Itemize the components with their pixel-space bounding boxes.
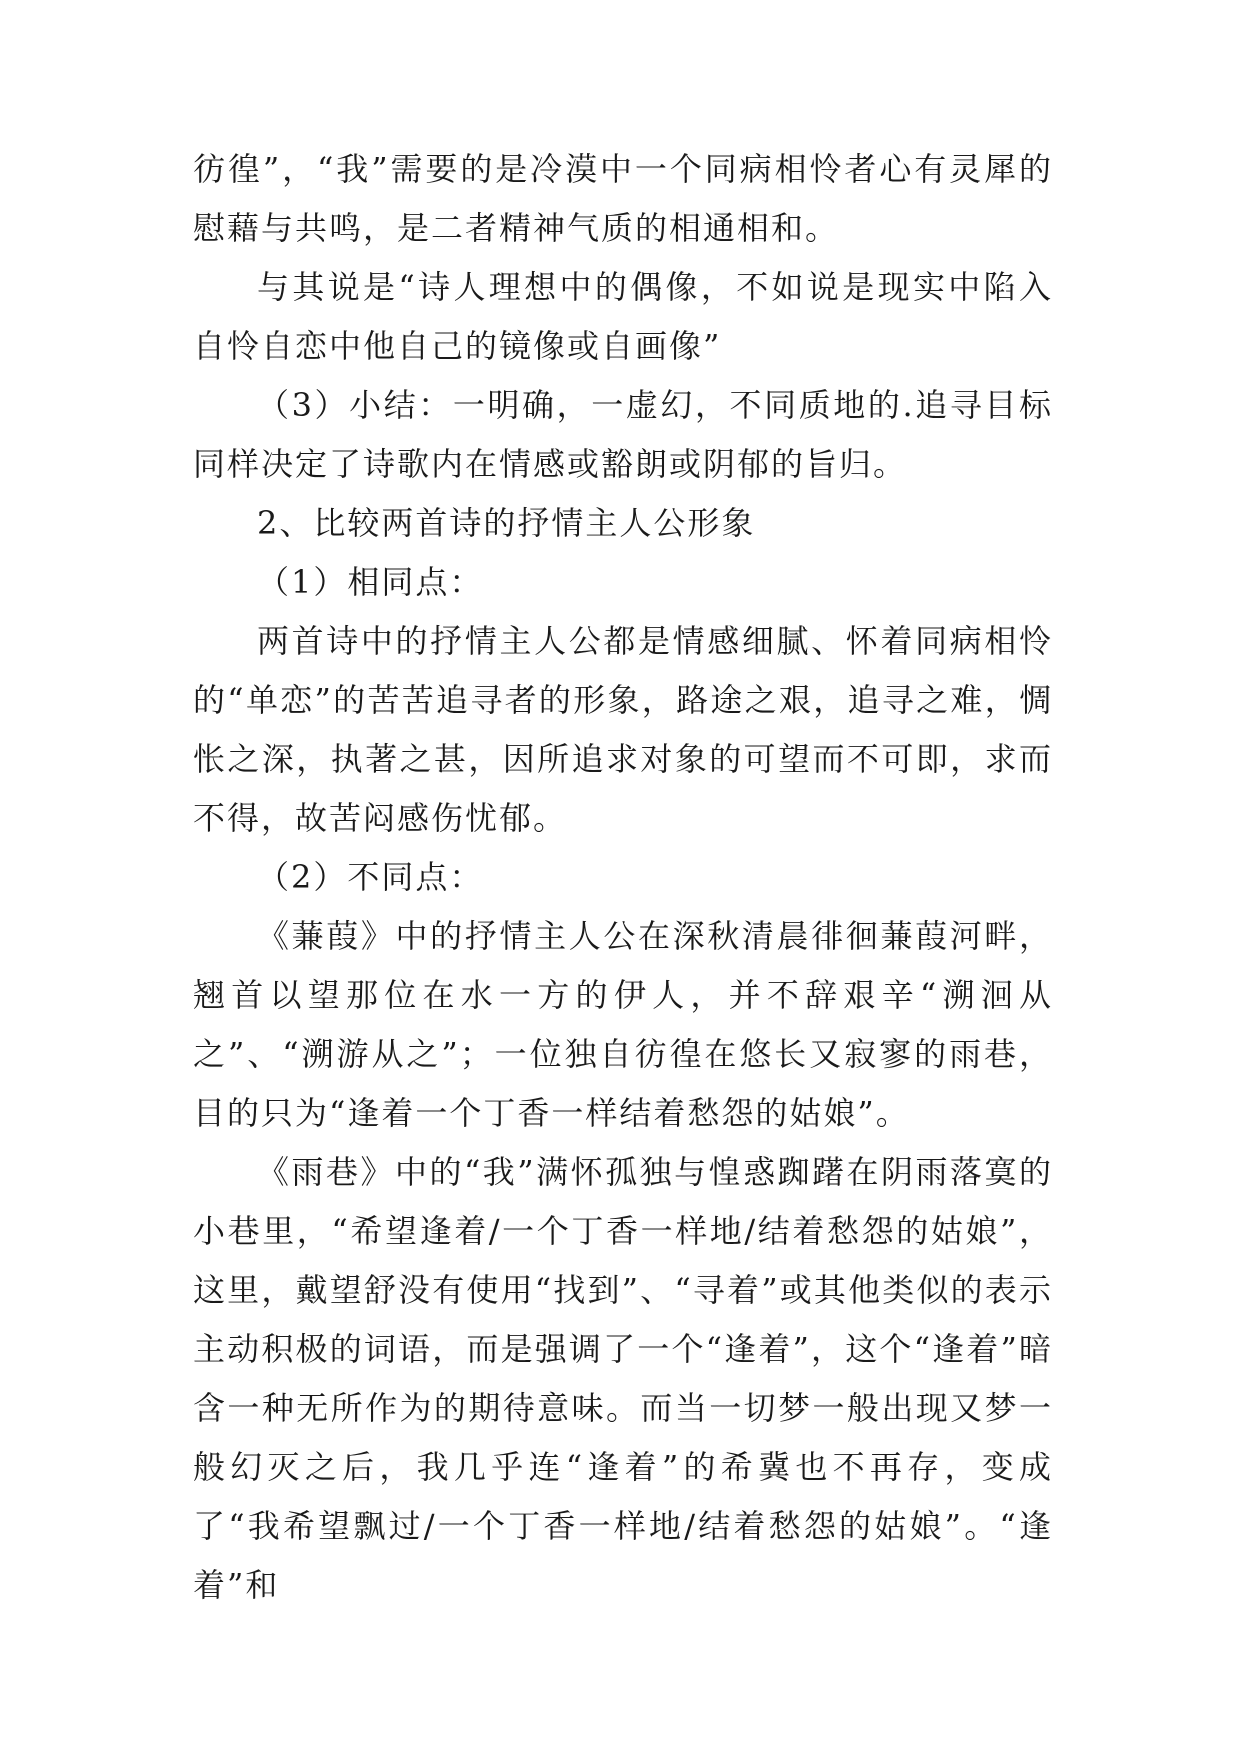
paragraph: 彷徨”，“我”需要的是冷漠中一个同病相怜者心有灵犀的慰藉与共鸣，是二者精神气质的相通相和。 — [193, 150, 1053, 247]
document-body — [193, 140, 1053, 1615]
subsection-heading: （1）相同点： — [257, 563, 484, 601]
paragraph: 与其说是“诗人理想中的偶像，不如说是现实中陷入自怜自恋中他自己的镜像或自画像” — [193, 268, 1053, 365]
paragraph: （3）小结：一明确，一虚幻，不同质地的.追寻目标同样决定了诗歌内在情感或豁朗或阴郁的旨归。 — [193, 386, 1053, 483]
section-heading: 2、比较两首诗的抒情主人公形象 — [257, 504, 756, 542]
subsection-heading: （2）不同点： — [257, 858, 484, 896]
paragraph: 《蒹葭》中的抒情主人公在深秋清晨徘徊蒹葭河畔，翘首以望那位在水一方的伊人，并不辞艰辛“溯洄从之”、“溯游从之”；一位独自彷徨在悠长又寂寥的雨巷，目的只为“逢着一个丁香一样结着愁怨的姑娘”。 — [193, 917, 1053, 1132]
paragraph: 两首诗中的抒情主人公都是情感细腻、怀着同病相怜的“单恋”的苦苦追寻者的形象，路途之艰，追寻之难，惆怅之深，执著之甚，因所追求对象的可望而不可即，求而不得，故苦闷感伤忧郁。 — [193, 622, 1053, 837]
paragraph: 《雨巷》中的“我”满怀孤独与惶惑踟躇在阴雨落寞的小巷里，“希望逢着/一个丁香一样地/结着愁怨的姑娘”，这里，戴望舒没有使用“找到”、“寻着”或其他类似的表示主动积极的词语，而是强调了一个“逢着”，这个“逢着”暗含一种无所作为的期待意味。而当一切梦一般出现又梦一般幻灭之后，我几乎连“逢着”的希冀也不再存，变成了“我希望飘过/一个丁香一样地/结着愁怨的姑娘”。“逢着”和 — [193, 1153, 1053, 1604]
